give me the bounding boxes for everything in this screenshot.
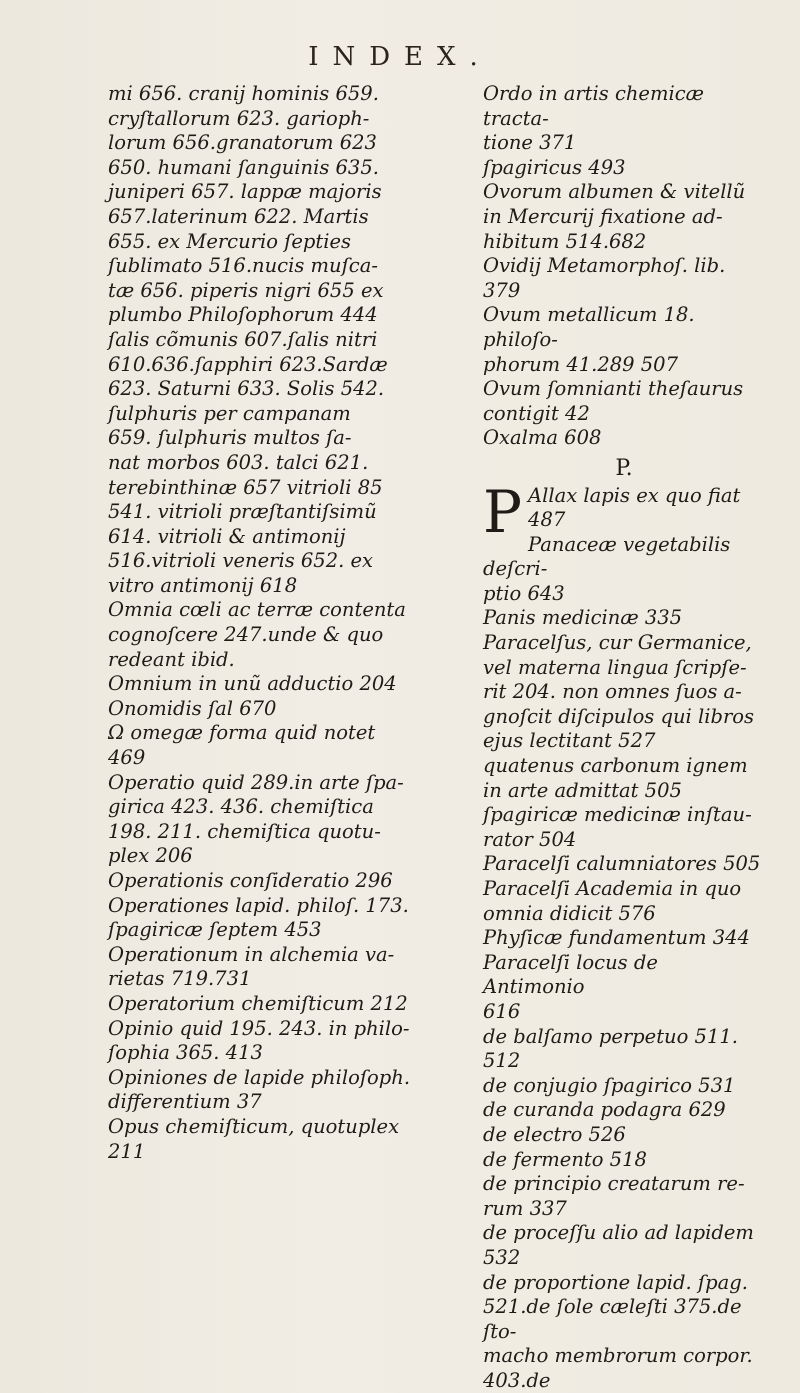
index-line: terebinthinæ 657 vitrioli 85 — [108, 475, 383, 499]
index-block-o-continued — [483, 82, 765, 451]
index-line: Panaceæ vegetabilis deſcri- — [483, 532, 731, 581]
index-line: Opus chemiſticum, quotuplex — [108, 1114, 400, 1138]
index-line: Operationum in alchemia va- — [108, 942, 395, 966]
index-line: ſpagiricæ medicinæ inſtau- — [483, 803, 752, 827]
index-line: ſalis cõmunis 607.ſalis nitri — [108, 327, 378, 351]
index-line: 659. ſulphuris multos ſa- — [108, 426, 352, 450]
index-line: 541. vitrioli præſtantiſsimũ — [108, 500, 377, 524]
index-line: de curanda podagra 629 — [483, 1098, 726, 1122]
index-line: de electro 526 — [483, 1122, 626, 1146]
index-line: quatenus carbonum ignem — [483, 754, 748, 778]
index-line: plumbo Philoſophorum 444 — [108, 303, 378, 327]
index-line: ejus lectitant 527 — [483, 729, 656, 753]
index-line: Ovidij Metamorphoſ. lib. 379 — [483, 254, 726, 302]
index-line: Ordo in artis chemicæ tracta- — [483, 82, 704, 130]
index-line: vitro antimonij 618 — [108, 573, 298, 597]
index-line: girica 423. 436. chemiſtica — [108, 795, 374, 819]
index-line: rator 504 — [483, 827, 577, 851]
index-line: 623. Saturni 633. Solis 542. — [108, 377, 385, 401]
index-line: 532 — [483, 1245, 521, 1269]
index-line: tæ 656. piperis nigri 655 ex — [108, 278, 384, 302]
index-block-p — [483, 477, 765, 1393]
index-line: Oxalma 608 — [483, 426, 602, 450]
index-line: Ω omegæ forma quid notet — [108, 721, 376, 745]
index-line: in arte admittat 505 — [483, 778, 682, 802]
index-line: de conjugio ſpagirico 531 — [483, 1073, 736, 1097]
index-line: Phyſicæ fundamentum 344 — [483, 926, 750, 950]
index-line: contigit 42 — [483, 401, 590, 425]
index-line: 198. 211. chemiſtica quotu- — [108, 819, 381, 843]
drop-cap-initial: P — [483, 477, 523, 546]
index-line: Paracelſus, cur Germanice, — [483, 631, 752, 655]
index-line: Onomidis ſal 670 — [108, 696, 277, 720]
index-line: in Mercurij fixatione ad- — [483, 204, 723, 228]
index-line: 657.laterinum 622. Martis — [108, 204, 369, 228]
index-line: ſpagiricus 493 — [483, 155, 626, 179]
index-line: de fermento 518 — [483, 1147, 647, 1171]
index-line: vel materna lingua ſcripſe- — [483, 655, 747, 679]
index-line: cryſtallorum 623. garioph- — [108, 106, 370, 130]
index-line: 614. vitrioli & antimonij — [108, 524, 346, 548]
index-line: tione 371 — [483, 131, 577, 155]
index-line: juniperi 657. lappæ majoris — [108, 180, 382, 204]
index-line: Ovum metallicum 18. philoſo- — [483, 303, 695, 351]
index-line: gnoſcit diſcipulos qui libros — [483, 704, 755, 728]
index-line: 616 — [483, 999, 521, 1023]
index-line: rietas 719.731 — [108, 967, 252, 991]
index-line: Paracelſi locus de Antimonio — [483, 950, 658, 999]
index-line: lorum 656.granatorum 623 — [108, 131, 377, 155]
index-column-right — [483, 82, 765, 1393]
index-line: ptio 643 — [483, 581, 565, 605]
index-line: redeant ibid. — [108, 647, 235, 671]
index-block-p-lines — [483, 477, 765, 1393]
index-line: phorum 41.289 507 — [483, 352, 678, 376]
index-line: rum 337 — [483, 1196, 567, 1220]
index-line: 516.vitrioli veneris 652. ex — [108, 549, 374, 573]
index-line: ſophia 365. 413 — [108, 1041, 263, 1065]
index-line: Opinio quid 195. 243. in philo- — [108, 1016, 410, 1040]
index-line: Panis medicinæ 335 — [483, 606, 683, 630]
index-line: hibitum 514.682 — [483, 229, 647, 253]
index-line: Allax lapis ex quo fiat 487 — [528, 483, 741, 532]
index-line: cognoſcere 247.unde & quo — [108, 623, 384, 647]
index-line: de proportione lapid. ſpag. — [483, 1270, 748, 1294]
section-letter-p: P. — [615, 455, 633, 481]
index-line: 469 — [108, 746, 146, 770]
index-line: de principio creatarum re- — [483, 1172, 745, 1196]
index-line: Paracelſi Academia in quo — [483, 877, 742, 900]
index-line: 403.de — [483, 1368, 551, 1392]
index-line: differentium 37 — [108, 1090, 262, 1114]
index-line: 610.636.ſapphiri 623.Sardæ — [108, 352, 388, 376]
index-line: ſublimato 516.nucis muſca- — [108, 254, 378, 278]
index-line: Operatorium chemiſticum 212 — [108, 991, 408, 1015]
index-line: Omnia cœli ac terræ contenta — [108, 598, 406, 622]
index-line: 211 — [108, 1139, 146, 1163]
index-line: Paracelſi calumniatores 505 — [483, 852, 761, 876]
index-line: Ovum ſomnianti theſaurus — [483, 377, 744, 401]
page-header: INDEX. — [308, 42, 492, 72]
index-line: Opiniones de lapide philoſoph. — [108, 1065, 411, 1089]
index-line: Operationis conſideratio 296 — [108, 869, 393, 892]
index-line: Ovorum albumen & vitellũ — [483, 180, 746, 204]
index-line: Omnium in unũ adductio 204 — [108, 672, 397, 696]
index-column-left — [108, 82, 463, 1164]
index-line: mi 656. cranij hominis 659. — [108, 82, 379, 105]
index-line: 521.de ſole cæleſti 375.de ſto- — [483, 1295, 742, 1343]
index-line: Operationes lapid. philoſ. 173. — [108, 893, 409, 917]
index-line: de balſamo perpetuo 511. 512 — [483, 1024, 738, 1073]
index-line: plex 206 — [108, 844, 193, 868]
index-line: omnia didicit 576 — [483, 901, 656, 925]
index-line: nat morbos 603. talci 621. — [108, 450, 369, 474]
index-line: rit 204. non omnes ſuos a- — [483, 680, 742, 704]
index-line: ſpagiricæ ſeptem 453 — [108, 918, 322, 942]
index-line: 655. ex Mercurio ſepties — [108, 229, 352, 253]
index-line: de proceſſu alio ad lapidem — [483, 1221, 754, 1245]
index-line: macho membrorum corpor. — [483, 1344, 753, 1368]
index-line: ſulphuris per campanam — [108, 401, 351, 425]
index-line: Operatio quid 289.in arte ſpa- — [108, 770, 404, 794]
index-line: 650. humani ſanguinis 635. — [108, 155, 379, 179]
